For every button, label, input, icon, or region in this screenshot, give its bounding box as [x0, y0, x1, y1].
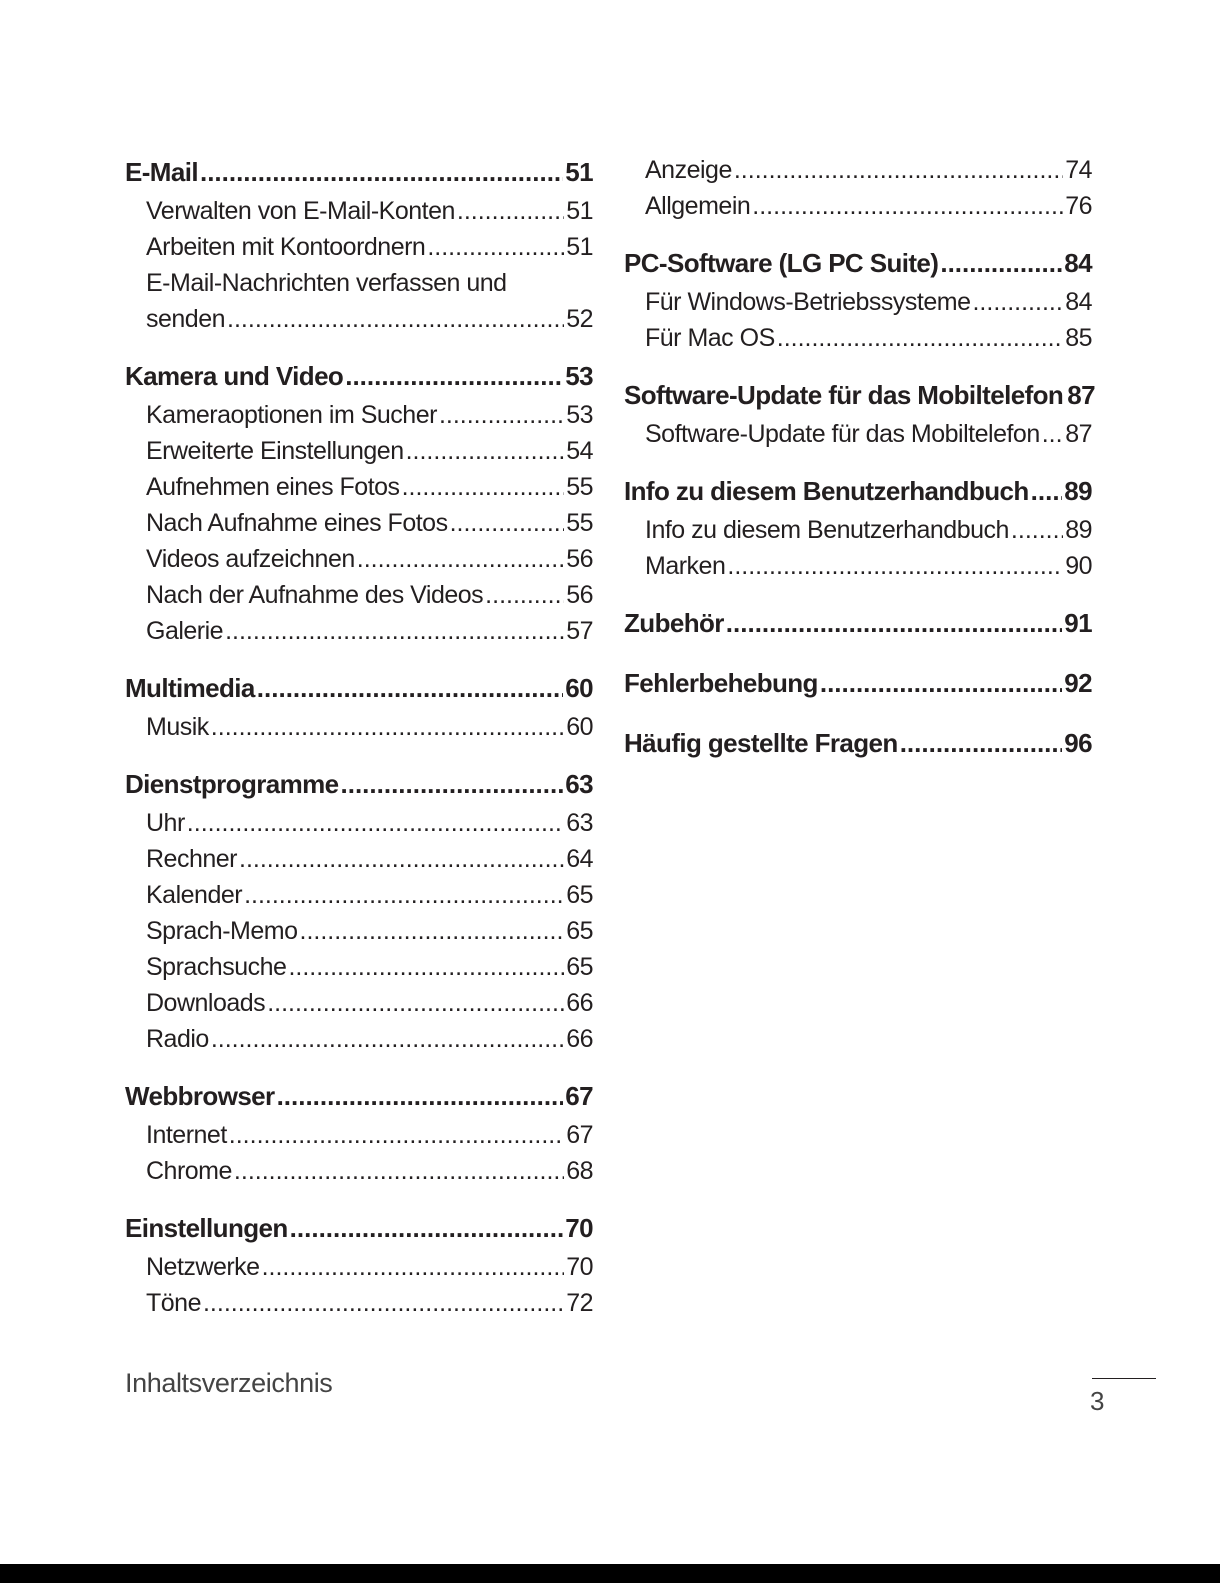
leader-dots: [457, 193, 564, 229]
toc-heading[interactable]: [624, 663, 1092, 704]
entry-page: 84: [1065, 288, 1092, 316]
toc-heading[interactable]: [125, 668, 593, 709]
heading-page: 60: [565, 673, 593, 703]
toc-entry[interactable]: [125, 841, 593, 877]
entry-label: Kameraoptionen im Sucher: [146, 401, 437, 429]
heading-label: Häufig gestellte Fragen: [624, 728, 898, 758]
toc-entry[interactable]: [624, 512, 1092, 548]
toc-section: [125, 764, 593, 1057]
entry-page: 56: [566, 581, 593, 609]
heading-page: 91: [1064, 608, 1092, 638]
heading-label: PC-Software (LG PC Suite): [624, 248, 939, 278]
page-number: 3: [1090, 1386, 1105, 1416]
leader-dots: [727, 548, 1063, 584]
entry-page: 65: [566, 881, 593, 909]
toc-section: [624, 471, 1092, 584]
toc-entry[interactable]: [125, 1021, 593, 1057]
entry-label: Info zu diesem Benutzerhandbuch: [645, 516, 1009, 544]
entry-label: Kalender: [146, 881, 243, 909]
entry-page: 70: [566, 1253, 593, 1281]
heading-label: Zubehör: [624, 608, 724, 638]
entry-label: Uhr: [146, 809, 185, 837]
heading-label: Einstellungen: [125, 1213, 288, 1243]
toc-entry[interactable]: [125, 709, 593, 745]
leader-dots: [972, 284, 1063, 320]
toc-entry-multiline[interactable]: [125, 265, 593, 337]
toc-section: [624, 603, 1092, 644]
heading-page: 63: [565, 769, 593, 799]
entry-label: Töne: [146, 1289, 201, 1317]
toc-entry[interactable]: [125, 1249, 593, 1285]
leader-dots: [277, 1076, 564, 1117]
toc-entry[interactable]: [125, 505, 593, 541]
leader-dots: [427, 229, 564, 265]
toc-entry[interactable]: [125, 1153, 593, 1189]
leader-dots: [239, 841, 564, 877]
toc-section: [624, 723, 1092, 764]
leader-dots: [290, 1208, 564, 1249]
toc-entry[interactable]: [125, 949, 593, 985]
entry-page: 51: [566, 233, 593, 261]
toc-section: [125, 152, 593, 337]
entry-page: 63: [566, 809, 593, 837]
heading-label: Multimedia: [125, 673, 255, 703]
leader-dots: [940, 243, 1062, 284]
leader-dots: [485, 577, 564, 613]
entry-label: Netzwerke: [146, 1253, 260, 1281]
toc-section: [624, 375, 1095, 452]
heading-label: E-Mail: [125, 157, 198, 187]
entry-page: 53: [566, 401, 593, 429]
entry-label: Anzeige: [645, 156, 732, 184]
heading-label: Webbrowser: [125, 1081, 275, 1111]
entry-page: 65: [566, 917, 593, 945]
toc-entry[interactable]: [125, 805, 593, 841]
entry-page: 90: [1065, 552, 1092, 580]
entry-label: Arbeiten mit Kontoordnern: [146, 233, 426, 261]
toc-entry[interactable]: [624, 416, 1092, 452]
entry-page: 68: [566, 1157, 593, 1185]
leader-dots: [200, 152, 563, 193]
entry-label: Internet: [146, 1121, 227, 1149]
leader-dots: [267, 985, 564, 1021]
entry-page: 89: [1065, 516, 1092, 544]
toc-heading[interactable]: [624, 603, 1092, 644]
toc-entry[interactable]: [125, 541, 593, 577]
heading-page: 53: [565, 361, 593, 391]
leader-dots: [439, 397, 564, 433]
toc-heading[interactable]: [624, 243, 1092, 284]
toc-heading[interactable]: [125, 356, 593, 397]
toc-heading[interactable]: [125, 152, 593, 193]
toc-entry[interactable]: [624, 188, 1092, 224]
scan-bottom-edge: [0, 1564, 1220, 1583]
toc-right-column: [624, 152, 1095, 764]
entry-label: Sprach-Memo: [146, 917, 298, 945]
entry-label: Radio: [146, 1025, 209, 1053]
toc-heading[interactable]: [624, 375, 1095, 416]
entry-label: Downloads: [146, 989, 266, 1017]
toc-entry[interactable]: [125, 913, 593, 949]
footer-rule: [1092, 1378, 1156, 1379]
leader-dots: [1042, 416, 1063, 452]
toc-left-column: [125, 152, 593, 1321]
toc-entry[interactable]: [125, 985, 593, 1021]
leader-dots: [406, 433, 565, 469]
heading-page: 51: [565, 157, 593, 187]
leader-dots: [257, 668, 563, 709]
toc-section: [125, 1208, 593, 1321]
entry-page: 52: [566, 305, 593, 333]
entry-page: 87: [1065, 420, 1092, 448]
toc-entry[interactable]: [125, 193, 593, 229]
entry-label: Nach der Aufnahme des Videos: [146, 581, 484, 609]
heading-page: 67: [565, 1081, 593, 1111]
entry-page: 85: [1065, 324, 1092, 352]
entry-label: Für Mac OS: [645, 324, 775, 352]
toc-entry[interactable]: [125, 229, 593, 265]
entry-label: Galerie: [146, 617, 224, 645]
toc-section: [624, 243, 1092, 356]
leader-dots: [341, 764, 564, 805]
entry-label: Videos aufzeichnen: [146, 545, 355, 573]
entry-label: Software-Update für das Mobiltelefon: [645, 420, 1040, 448]
entry-page: 66: [566, 989, 593, 1017]
toc-entry[interactable]: [125, 613, 593, 649]
entry-label: Musik: [146, 713, 209, 741]
heading-label: Fehlerbehebung: [624, 668, 818, 698]
toc-entry[interactable]: [125, 397, 593, 433]
leader-dots: [262, 1249, 565, 1285]
leader-dots: [234, 1153, 564, 1189]
toc-section: [125, 356, 593, 649]
leader-dots: [900, 723, 1063, 764]
entry-label: Marken: [645, 552, 726, 580]
entry-page: 67: [566, 1121, 593, 1149]
entry-label: senden: [146, 305, 226, 333]
toc-section-continued: [624, 152, 1092, 224]
toc-entry[interactable]: [125, 877, 593, 913]
leader-dots: [187, 805, 564, 841]
entry-label: Chrome: [146, 1157, 232, 1185]
heading-page: 92: [1064, 668, 1092, 698]
entry-label: Aufnehmen eines Fotos: [146, 473, 400, 501]
heading-page: 96: [1064, 728, 1092, 758]
toc-entry[interactable]: [624, 548, 1092, 584]
leader-dots: [402, 469, 565, 505]
leader-dots: [752, 188, 1063, 224]
toc-entry[interactable]: [624, 284, 1092, 320]
toc-section: [624, 663, 1092, 704]
leader-dots: [1031, 471, 1063, 512]
leader-dots: [357, 541, 564, 577]
leader-dots: [345, 356, 563, 397]
entry-page: 72: [566, 1289, 593, 1317]
entry-label: Verwalten von E-Mail-Konten: [146, 197, 455, 225]
leader-dots: [820, 663, 1062, 704]
toc-entry[interactable]: [125, 469, 593, 505]
toc-heading[interactable]: [624, 723, 1092, 764]
entry-label-line1: E-Mail-Nachrichten verfassen und: [146, 269, 507, 297]
toc-entry[interactable]: [125, 433, 593, 469]
entry-label: Rechner: [146, 845, 237, 873]
entry-label: Nach Aufnahme eines Fotos: [146, 509, 448, 537]
toc-heading[interactable]: [125, 1208, 593, 1249]
toc-section: [125, 1076, 593, 1189]
toc-section: [125, 668, 593, 745]
leader-dots: [450, 505, 565, 541]
heading-label: Software-Update für das Mobiltelefon: [624, 380, 1064, 410]
toc-heading[interactable]: [624, 471, 1092, 512]
toc-heading[interactable]: [125, 764, 593, 805]
leader-dots: [203, 1285, 564, 1321]
entry-label: Erweiterte Einstellungen: [146, 437, 404, 465]
leader-dots: [777, 320, 1063, 356]
heading-page: 84: [1064, 248, 1092, 278]
toc-entry[interactable]: [624, 152, 1092, 188]
heading-page: 89: [1064, 476, 1092, 506]
entry-page: 51: [566, 197, 593, 225]
leader-dots: [227, 301, 564, 337]
leader-dots: [211, 709, 564, 745]
leader-dots: [211, 1021, 564, 1057]
toc-entry[interactable]: [624, 320, 1092, 356]
heading-label: Info zu diesem Benutzerhandbuch: [624, 476, 1029, 506]
entry-page: 65: [566, 953, 593, 981]
entry-page: 76: [1065, 192, 1092, 220]
entry-page: 60: [566, 713, 593, 741]
toc-entry[interactable]: [125, 1117, 593, 1153]
leader-dots: [300, 913, 565, 949]
footer-section-title: Inhaltsverzeichnis: [125, 1368, 333, 1398]
entry-label: Für Windows-Betriebssysteme: [645, 288, 971, 316]
toc-entry-continuation: [146, 301, 593, 337]
entry-page: 66: [566, 1025, 593, 1053]
leader-dots: [1011, 512, 1063, 548]
entry-label: Allgemein: [645, 192, 751, 220]
toc-heading[interactable]: [125, 1076, 593, 1117]
entry-page: 57: [566, 617, 593, 645]
entry-page: 64: [566, 845, 593, 873]
leader-dots: [726, 603, 1062, 644]
toc-entry[interactable]: [125, 577, 593, 613]
entry-page: 74: [1065, 156, 1092, 184]
entry-label: Sprachsuche: [146, 953, 287, 981]
entry-page: 55: [566, 473, 593, 501]
toc-entry[interactable]: [125, 1285, 593, 1321]
heading-label: Kamera und Video: [125, 361, 344, 391]
heading-page: 70: [565, 1213, 593, 1243]
leader-dots: [288, 949, 564, 985]
heading-page: 87: [1067, 380, 1095, 410]
entry-page: 55: [566, 509, 593, 537]
entry-page: 54: [566, 437, 593, 465]
leader-dots: [225, 613, 564, 649]
entry-page: 56: [566, 545, 593, 573]
leader-dots: [734, 152, 1063, 188]
heading-label: Dienstprogramme: [125, 769, 339, 799]
leader-dots: [244, 877, 564, 913]
leader-dots: [229, 1117, 564, 1153]
